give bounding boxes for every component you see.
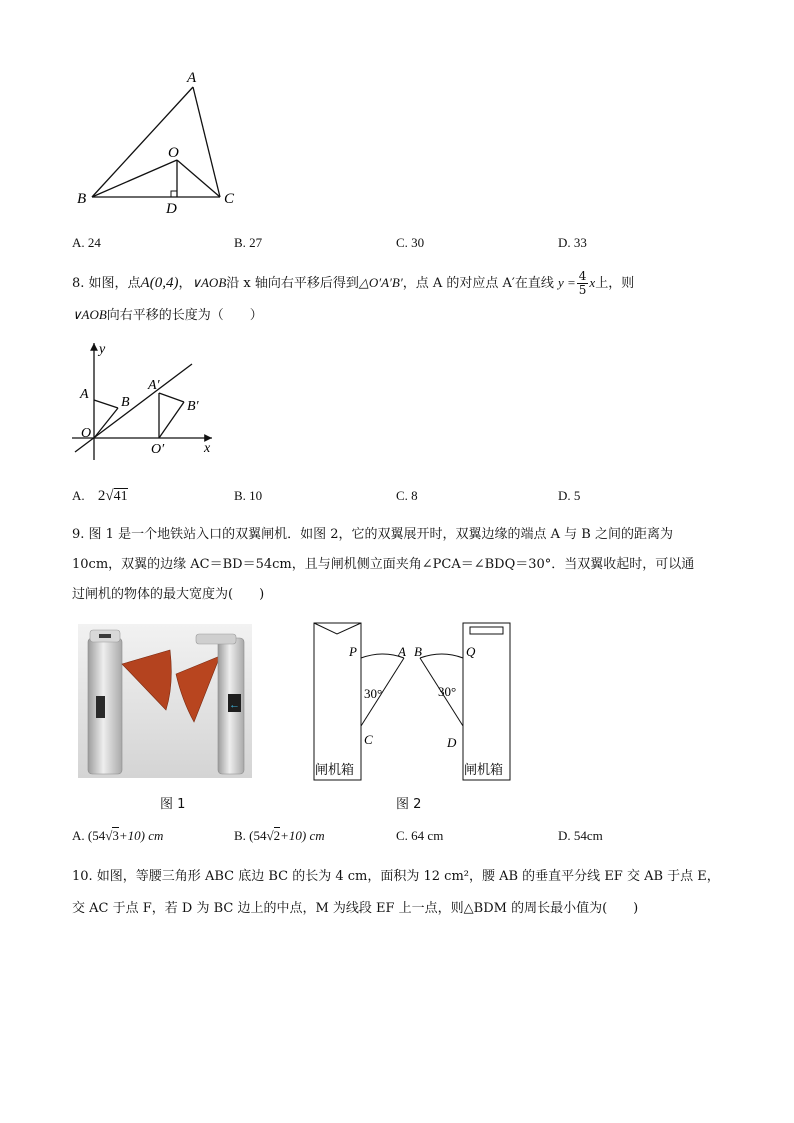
q8-text-line1 [72,270,634,297]
sqrt-icon: √ [105,488,114,504]
q8-option-a[interactable] [72,488,128,505]
q8-text-c: 沿 x 轴向右平移后得到 [226,276,359,291]
q8-text-e: 上，则 [595,276,635,291]
q8-triangle-aob-2: ∨AOB [72,307,107,322]
label-d: D [447,735,457,750]
q8-frac-num: 4 [578,269,587,283]
q8-option-c[interactable]: C. 8 [396,488,418,503]
angle-label-left: 30° [364,686,383,701]
triangle-figure-q7 [60,60,260,220]
label-b: B [77,191,87,207]
q9-option-a-radicand: 3 [112,828,119,843]
q8-point: A(0,4) [140,275,179,291]
q7-option-c[interactable]: C. 30 [396,235,425,250]
axis-y-label: y [99,342,106,357]
q8-text-line2 [72,306,263,325]
q10-text-line2: 交 AC 于点 F，若 D 为 BC 边上的中点，M 为线段 EF 上一点，则△BDM 的周长最小值为( ) [72,901,639,916]
q8-frac-den: 5 [578,283,587,297]
label-o: O [168,145,179,161]
q8-text-b: ， [178,276,192,291]
label-b-prime: B′ [187,399,199,414]
q8-eq-rhs: x [589,275,596,290]
label-a: A [187,70,197,86]
q8-fraction [577,270,589,297]
sqrt-icon: √ [266,828,274,843]
sqrt-icon: √ [105,828,113,843]
q9-option-b-radicand: 2 [273,828,281,843]
q8-option-d[interactable]: D. 5 [558,488,581,503]
q9-option-b-pre: B. (54 [234,828,267,843]
label-a: A [398,644,406,659]
label-q: Q [466,644,476,659]
q8-option-a-radicand: 41 [113,489,128,504]
q9-option-a[interactable] [72,828,163,844]
coordinate-figure-q8 [66,335,226,465]
label-b: B [121,395,130,410]
q9-option-c[interactable]: C. 64 cm [396,828,444,843]
q8-eq-lhs: y = [557,275,576,290]
label-o-prime: O′ [151,442,165,457]
figure-2-caption: 图 2 [396,797,422,812]
q9-option-d[interactable]: D. 54cm [558,828,603,843]
q8-option-b[interactable]: B. 10 [234,488,263,503]
q9-option-b[interactable] [234,828,325,844]
label-d: D [166,201,177,217]
q8-option-a-label: A. [72,488,85,503]
angle-label-right: 30° [438,684,457,699]
q8-triangle-image: △O′A′B′ [358,275,403,290]
gate-diagram [310,618,516,784]
figure-1-caption: 图 1 [160,797,186,812]
label-a-prime: A′ [148,378,160,393]
q8-option-a-coef: 2 [97,488,106,504]
q9-option-a-post: +10) cm [118,828,164,843]
q8-text-a: 8. 如图，点 [72,276,141,291]
label-b: B [414,644,422,659]
q7-option-a[interactable]: A. 24 [72,235,101,250]
label-o: O [81,426,92,441]
q10-text-line1: 10. 如图，等腰三角形 ABC 底边 BC 的长为 4 cm，面积为 12 cm²，腰 AB 的垂直平分线 EF 交 AB 于点 E， [72,869,720,884]
axis-x-label: x [204,441,211,456]
label-p: P [349,644,357,659]
q7-option-d[interactable]: D. 33 [558,235,587,250]
q8-text-d: ，点 A 的对应点 A′在直线 [402,276,554,291]
gate-box-label-left: 闸机箱 [315,762,355,777]
label-c: C [364,732,373,747]
turnstile-photo [78,624,252,778]
q7-option-b[interactable]: B. 27 [234,235,263,250]
label-c: C [224,191,235,207]
q9-option-b-post: +10) cm [280,828,325,843]
gate-box-label-right: 闸机箱 [464,762,504,777]
q9-text-line3: 过闸机的物体的最大宽度为( ) [72,587,265,602]
q9-text-line1: 9. 图 1 是一个地铁站入口的双翼闸机．如图 2，它的双翼展开时，双翼边缘的端点 A 与 B 之间的距离为 [72,527,673,542]
label-a: A [80,387,89,402]
arrow-left-icon: ← [229,699,240,711]
q9-text-line2: 10cm，双翼的边缘 AC＝BD＝54cm，且与闸机侧立面夹角∠PCA＝∠BDQ＝30°．当双翼收起时，可以通 [72,557,695,572]
q9-option-a-pre: A. (54 [72,828,106,843]
q8-triangle-aob: ∨AOB [191,275,227,290]
q8-text-line2b: 向右平移的长度为（ ） [106,308,263,323]
